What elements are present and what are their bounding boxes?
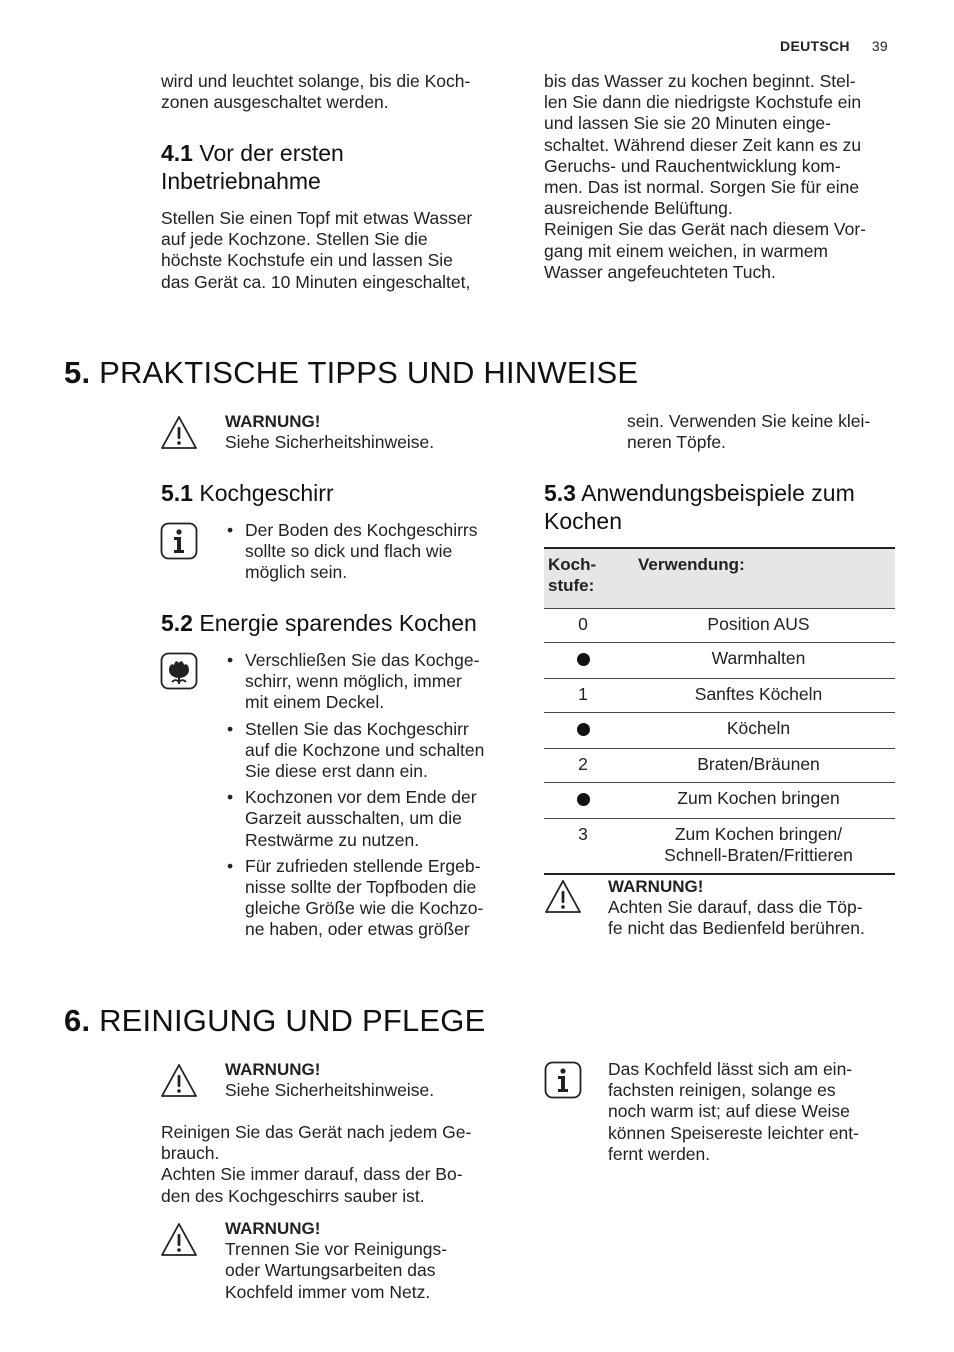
warning-text: Siehe Sicherheitshinweise. (225, 1080, 435, 1101)
table-header-row (544, 548, 895, 609)
heading-6: 6. REINIGUNG UND PFLEGE (64, 1003, 486, 1038)
table-row (544, 609, 895, 643)
level-cell: 0 (544, 609, 622, 643)
use-cell: Zum Kochen bringen (622, 783, 895, 819)
page-number: 39 (871, 38, 888, 54)
paragraph-4-1: Stellen Sie einen Topf mit etwas Wasser auf jede Kochzone. Stellen Sie die höchste Kochstufe ein und lassen Sie das Gerät ca. 10 Minuten eingeschaltet, (161, 208, 473, 292)
warning-block-5-3: WARNUNG! Achten Sie darauf, dass die Töp- fe nicht das Bedienfeld berühren. (608, 876, 908, 940)
use-cell: Position AUS (622, 609, 895, 643)
warning-title: WARNUNG! (225, 1219, 321, 1238)
warning-title: WARNUNG! (608, 877, 704, 896)
level-cell: 3 (544, 819, 622, 875)
environment-tip-icon (160, 652, 198, 690)
paragraph-5-continued: sein. Verwenden Sie keine klei- neren Töpfe. (627, 411, 871, 453)
level-cell (544, 713, 622, 749)
level-cell: 2 (544, 749, 622, 783)
level-dot-icon (577, 723, 590, 736)
level-dot-icon (577, 653, 590, 666)
table-row (544, 643, 895, 679)
warning-block-6a (225, 1059, 525, 1101)
warning-icon (544, 878, 582, 916)
warning-block-5 (225, 411, 525, 453)
table-row (544, 749, 895, 783)
cooking-level-table (544, 547, 895, 875)
table-row (544, 679, 895, 713)
list-item: • Für zufrieden stellende Ergeb- nisse sollte der Topfboden die gleiche Größe wie die Kochzo- ne haben, oder etwas größer (227, 856, 517, 941)
warning-block-6b: WARNUNG! Trennen Sie vor Reinigungs- oder Wartungsarbeiten das Kochfeld immer vom Netz. (225, 1218, 525, 1303)
use-cell: Braten/Bräunen (622, 749, 895, 783)
bullet-list-5-2 (227, 650, 517, 946)
info-icon (160, 522, 198, 560)
heading-5: 5. PRAKTISCHE TIPPS UND HINWEISE (64, 355, 639, 390)
warning-icon (160, 414, 198, 452)
column-header-use: Verwendung: (622, 548, 895, 609)
level-cell (544, 643, 622, 679)
info-block-6: Das Kochfeld lässt sich am ein- fachsten reinigen, solange es noch warm ist; auf diese Weise können Speisereste leichter ent- fernt werden. (608, 1059, 859, 1164)
list-item: • Der Boden des Kochgeschirrs sollte so dick und flach wie möglich sein. (227, 520, 517, 584)
table-row (544, 783, 895, 819)
use-cell: Warmhalten (622, 643, 895, 679)
paragraph-4-1-continued: bis das Wasser zu kochen beginnt. Stel- len Sie dann die niedrigste Kochstufe ein und lassen Sie sie 20 Minuten einge- schaltet. Während dieser Zeit kann es zu Geruchs- und Rauchentwicklung kom- men. Das ist normal. Sorgen Sie für eine ausreichende Belüftung. Reinigen Sie das Gerät nach diesem Vor- gang mit einem weichen, in warmem Wasser angefeuchteten Tuch. (544, 71, 866, 282)
level-cell: 1 (544, 679, 622, 713)
intro-paragraph: wird und leuchtet solange, bis die Koch- zonen ausgeschaltet werden. (161, 71, 471, 113)
use-cell: Köcheln (622, 713, 895, 749)
list-item: • Kochzonen vor dem Ende der Garzeit ausschalten, um die Restwärme zu nutzen. (227, 787, 517, 851)
heading-4-1: 4.1 Vor der ersten Inbetriebnahme (161, 140, 344, 194)
heading-5-1: 5.1 Kochgeschirr (161, 480, 334, 506)
table-row (544, 819, 895, 875)
heading-5-3: 5.3 Anwendungsbeispiele zum Kochen (544, 480, 855, 534)
info-icon (544, 1061, 582, 1099)
warning-icon (160, 1221, 198, 1259)
heading-5-2: 5.2 Energie sparendes Kochen (161, 610, 477, 636)
list-item: • Stellen Sie das Kochgeschirr auf die Kochzone und schalten Sie diese erst dann ein. (227, 719, 517, 783)
paragraph-6: Reinigen Sie das Gerät nach jedem Ge- brauch. Achten Sie immer darauf, dass der Bo- den des Kochgeschirrs sauber ist. (161, 1122, 472, 1206)
use-cell: Zum Kochen bringen/ Schnell-Braten/Frittieren (622, 819, 895, 875)
column-header-level: Koch- stufe: (544, 548, 622, 609)
warning-text: Siehe Sicherheitshinweise. (225, 432, 435, 453)
level-dot-icon (577, 793, 590, 806)
table-row (544, 713, 895, 749)
page-header (780, 38, 888, 54)
header-language: DEUTSCH (780, 38, 850, 54)
level-cell (544, 783, 622, 819)
bullet-list-5-1 (227, 520, 517, 589)
warning-title: WARNUNG! (225, 1060, 321, 1079)
warning-icon (160, 1062, 198, 1100)
use-cell: Sanftes Köcheln (622, 679, 895, 713)
list-item: • Verschließen Sie das Kochge- schirr, wenn möglich, immer mit einem Deckel. (227, 650, 517, 714)
warning-title: WARNUNG! (225, 412, 321, 431)
